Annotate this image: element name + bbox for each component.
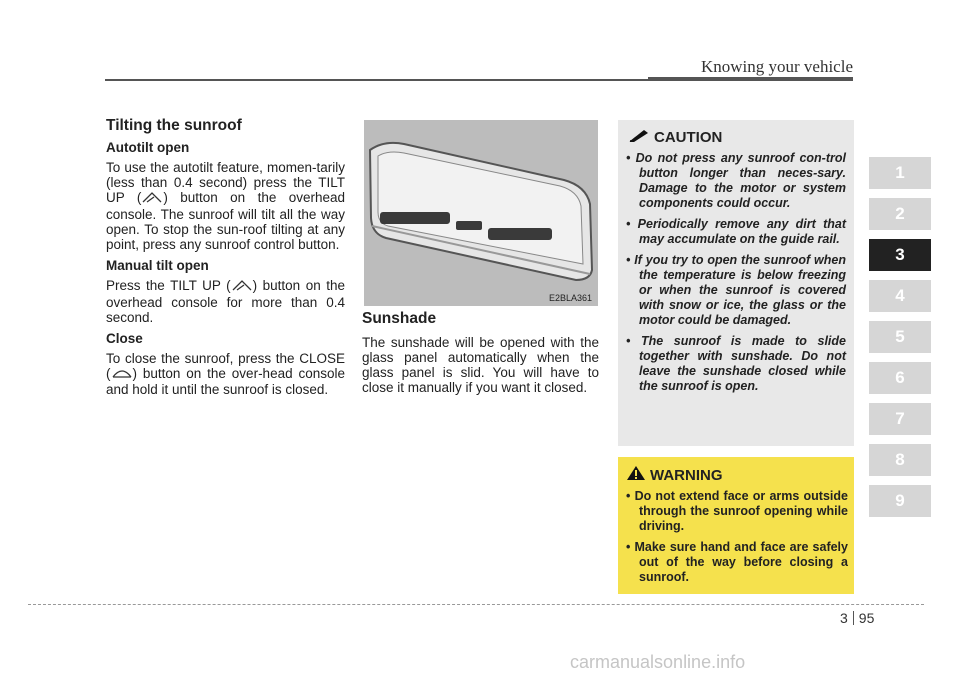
middle-column [362, 311, 599, 395]
chapter-tab-6[interactable]: 6 [869, 362, 931, 394]
caution-item-text: If you try to open the sunroof when the temperature is below freezing or when the sunroof is covered with snow or ice, the glass or the motor could be damaged. [634, 253, 846, 327]
chapter-tab-3[interactable]: 3 [869, 239, 931, 271]
tilt-up-icon [141, 190, 163, 207]
paragraph-close-part-b: ) button on the over-head console and hold it until the sunroof is closed. [106, 366, 345, 397]
paragraph-manual [106, 278, 345, 325]
chapter-tab-9[interactable]: 9 [869, 485, 931, 517]
chapter-tab-2[interactable]: 2 [869, 198, 931, 230]
watermark: carmanualsonline.info [570, 652, 746, 672]
list-item: • The sunroof is made to slide together with sunshade. Do not leave the sunshade closed while the sunroof is open. [626, 334, 846, 393]
list-item: • If you try to open the sunroof when the temperature is below freezing or when the sunroof is covered with snow or ice, the glass or the motor could be damaged. [626, 253, 846, 327]
chapter-tab-4[interactable]: 4 [869, 280, 931, 312]
header-rule-thick [648, 77, 853, 81]
subheading-autotilt: Autotilt open [106, 140, 190, 155]
paragraph-sunshade: The sunshade will be opened with the glass panel automatically when the glass panel is slid. You will have to close it manually if you want it closed. [362, 335, 599, 395]
chapter-number: 3 [840, 610, 848, 626]
overhead-console-photo [364, 120, 598, 306]
warning-box [618, 457, 854, 594]
caution-item-text: The sunroof is made to slide together with sunshade. Do not leave the sunshade closed while the sunroof is open. [639, 334, 846, 393]
paragraph-close [106, 351, 345, 397]
section-heading-tilting: Tilting the sunroof [106, 117, 242, 134]
paragraph-autotilt-part-a: To use the autotilt feature, momen-tarily (less than 0.4 second) press the TILT UP ( [106, 160, 345, 206]
paragraph-autotilt-part-b: ) button on the overhead console. The sunroof will tilt all the way open. To stop the sun-roof tilting at any point, press any sunroof control button. [106, 190, 345, 252]
chapter-tab-1[interactable]: 1 [869, 157, 931, 189]
close-roof-icon [111, 367, 133, 382]
paragraph-manual-part-b: ) button on the overhead console for more than 0.4 second. [106, 278, 345, 325]
caution-title-text: CAUTION [654, 128, 723, 146]
header-title: Knowing your vehicle [700, 57, 853, 76]
subheading-close: Close [106, 331, 143, 346]
footer-rule [28, 604, 924, 605]
page-number-divider [853, 611, 854, 625]
caution-box [618, 120, 854, 446]
list-item: • Make sure hand and face are safely out of the way before closing a sunroof. [626, 540, 848, 584]
list-item: • Do not extend face or arms outside through the sunroof opening while driving. [626, 489, 848, 533]
warning-title-text: WARNING [650, 466, 723, 484]
caution-list [626, 151, 846, 400]
warning-list [626, 489, 848, 591]
warning-triangle-icon [626, 465, 646, 485]
list-item: • Periodically remove any dirt that may accumulate on the guide rail. [626, 217, 846, 246]
chapter-tab-7[interactable]: 7 [869, 403, 931, 435]
page-number [840, 610, 874, 626]
caution-item-text: Do not press any sunroof con-trol button longer than neces-sary. Damage to the motor or system components could occur. [635, 151, 846, 210]
caution-item-text: Periodically remove any dirt that may accumulate on the guide rail. [637, 217, 846, 246]
chapter-tabs [869, 157, 931, 526]
left-column [106, 118, 345, 403]
chapter-tab-8[interactable]: 8 [869, 444, 931, 476]
warning-item-text: Do not extend face or arms outside through the sunroof opening while driving. [634, 489, 848, 533]
tilt-up-icon [231, 278, 253, 295]
caution-title [628, 128, 722, 146]
warning-title [626, 465, 723, 485]
chapter-tab-5[interactable]: 5 [869, 321, 931, 353]
warning-item-text: Make sure hand and face are safely out of the way before closing a sunroof. [634, 540, 848, 584]
paragraph-autotilt [106, 160, 345, 252]
pencil-icon [628, 128, 650, 146]
paragraph-close-part-a: To close the sunroof, press the CLOSE ( [106, 351, 345, 381]
section-heading-sunshade: Sunshade [362, 310, 437, 327]
paragraph-manual-part-a: Press the TILT UP ( [106, 278, 231, 294]
list-item: • Do not press any sunroof con-trol button longer than neces-sary. Damage to the motor or system components could occur. [626, 151, 846, 210]
page-number-value: 95 [858, 610, 875, 626]
subheading-manual: Manual tilt open [106, 258, 209, 273]
figure-code: E2BLA361 [548, 293, 592, 303]
